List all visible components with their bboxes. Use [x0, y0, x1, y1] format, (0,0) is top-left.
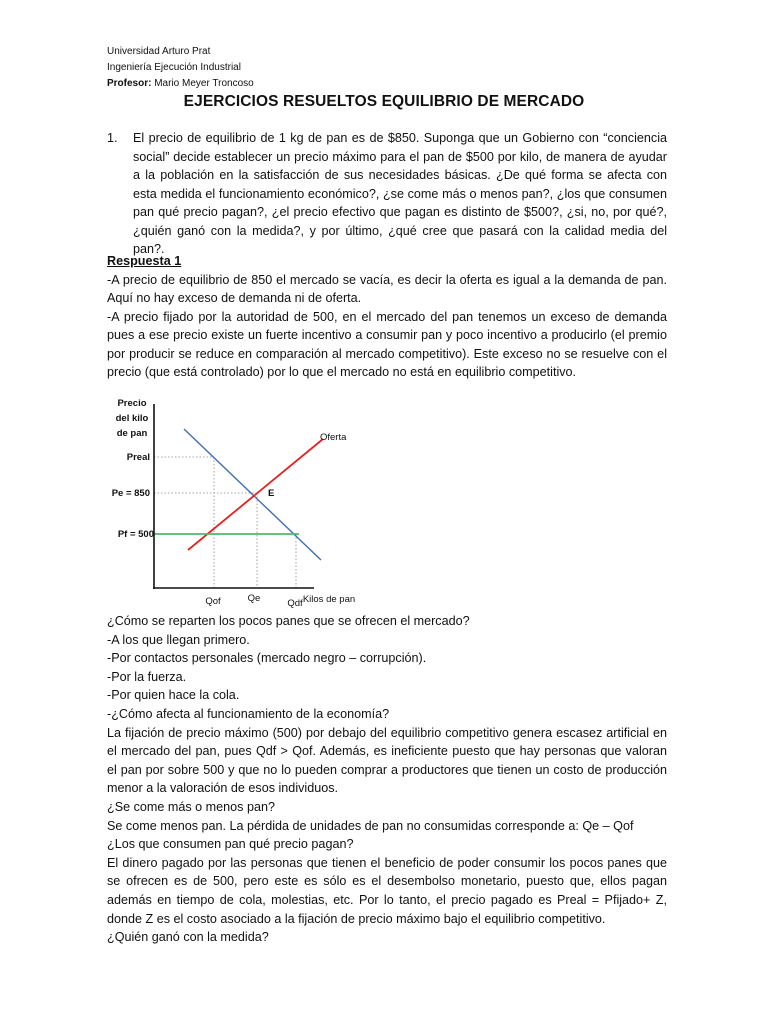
question-1: [107, 129, 667, 259]
discussion-line-8: ¿Se come más o menos pan?: [107, 799, 275, 814]
program-name: Ingeniería Ejecución Industrial: [107, 62, 241, 73]
y-axis-label-line-2: del kilo: [115, 413, 149, 424]
discussion-line-9: Se come menos pan. La pérdida de unidades de pan no consumidas corresponde a: Qe – Qof: [107, 818, 634, 833]
discussion-line-4: -Por la fuerza.: [107, 669, 187, 684]
discussion-line-11: El dinero pagado por las personas que tienen el beneficio de poder consumir los pocos panes que se ofrecen es de 500, pero este es sólo es el desembolso monetario, puesto que, ellos pagan además en tiempo de cola, molestias, etc. Por lo tanto, el precio pagado es Preal = Pfijado+ Z, donde Z es el costo asociado a la fijación de precio máximo bajo el equilibrio competitivo.: [107, 855, 667, 926]
professor-name: Mario Meyer Troncoso: [151, 78, 254, 89]
document-header: [107, 44, 254, 92]
discussion-line-2: -A los que llegan primero.: [107, 632, 250, 647]
discussion-line-5: -Por quien hace la cola.: [107, 688, 240, 703]
y-axis-label-line-1: Precio: [117, 398, 147, 409]
x-tick-qe: Qe: [247, 593, 261, 604]
question-text: El precio de equilibrio de 1 kg de pan es de $850. Suponga que un Gobierno con “conciencia social” decide establecer un precio máximo para el pan de $500 por kilo, de manera de ayudar a la población en la satisfacción de sus necesidades básicas. ¿De qué forma se afecta con esta medida el funcionamiento económico?, ¿se come más o menos pan?, ¿los que consumen pan qué precio pagan?, ¿el precio efectivo que pagan es distinto de $500?, ¿si, no, por qué?, ¿quién ganó con la medida?, y por último, ¿qué cree que pasará con la calidad media del pan?.: [133, 131, 667, 256]
answer-paragraph-2: -A precio fijado por la autoridad de 500, en el mercado del pan tenemos un exceso de demanda pues a ese precio existe un fuerte incentivo a consumir pan y poco incentivo a producirlo (el premio por producir se reduce en comparación al mercado competitivo). Este exceso no se resuelve con el precio (que está controlado) por lo que el mercado no está en equilibrio competitivo.: [107, 309, 667, 379]
discussion-line-1: ¿Cómo se reparten los pocos panes que se ofrecen el mercado?: [107, 614, 470, 628]
discussion-line-7: La fijación de precio máximo (500) por debajo del equilibrio competitivo genera escasez artificial en el mercado del pan, pues Qdf > Qof. Además, es ineficiente puesto que hay personas que valoran el pan por sobre 500 y que no lo pueden comprar a productores que tienen un costo de producción menor a la valoración de esos individuos.: [107, 725, 667, 796]
discussion-section: [107, 612, 667, 947]
question-number: 1.: [107, 131, 118, 145]
answer-paragraph-1: -A precio de equilibrio de 850 el mercado se vacía, es decir la oferta es igual a la demanda de pan. Aquí no hay exceso de demanda ni de oferta.: [107, 272, 667, 305]
x-axis-label: Kilos de pan: [302, 594, 356, 605]
discussion-line-3: -Por contactos personales (mercado negro – corrupción).: [107, 651, 427, 666]
professor-line: [107, 76, 254, 92]
demand-curve: [184, 429, 321, 560]
chart-svg: [106, 392, 366, 610]
equilibrium-label: E: [268, 488, 275, 499]
x-tick-qof: Qof: [205, 596, 221, 607]
x-tick-qdf: Qdf: [287, 598, 303, 609]
discussion-line-6: -¿Cómo afecta al funcionamiento de la economía?: [107, 706, 390, 721]
university-name: Universidad Arturo Prat: [107, 46, 211, 57]
discussion-line-12: ¿Quién ganó con la medida?: [107, 930, 269, 945]
y-tick-preal: Preal: [126, 452, 150, 463]
answer-1: [107, 252, 667, 382]
answer-heading: Respuesta 1: [107, 254, 182, 268]
professor-label: Profesor:: [107, 78, 152, 89]
discussion-line-10: ¿Los que consumen pan qué precio pagan?: [107, 837, 354, 852]
y-tick-pf: Pf = 500: [117, 529, 154, 540]
supply-label: Oferta: [320, 432, 347, 443]
page-title: EJERCICIOS RESUELTOS EQUILIBRIO DE MERCADO: [183, 93, 585, 110]
y-tick-pe: Pe = 850: [111, 488, 150, 499]
y-axis-label-line-3: de pan: [116, 428, 148, 439]
supply-demand-chart: [106, 392, 366, 610]
